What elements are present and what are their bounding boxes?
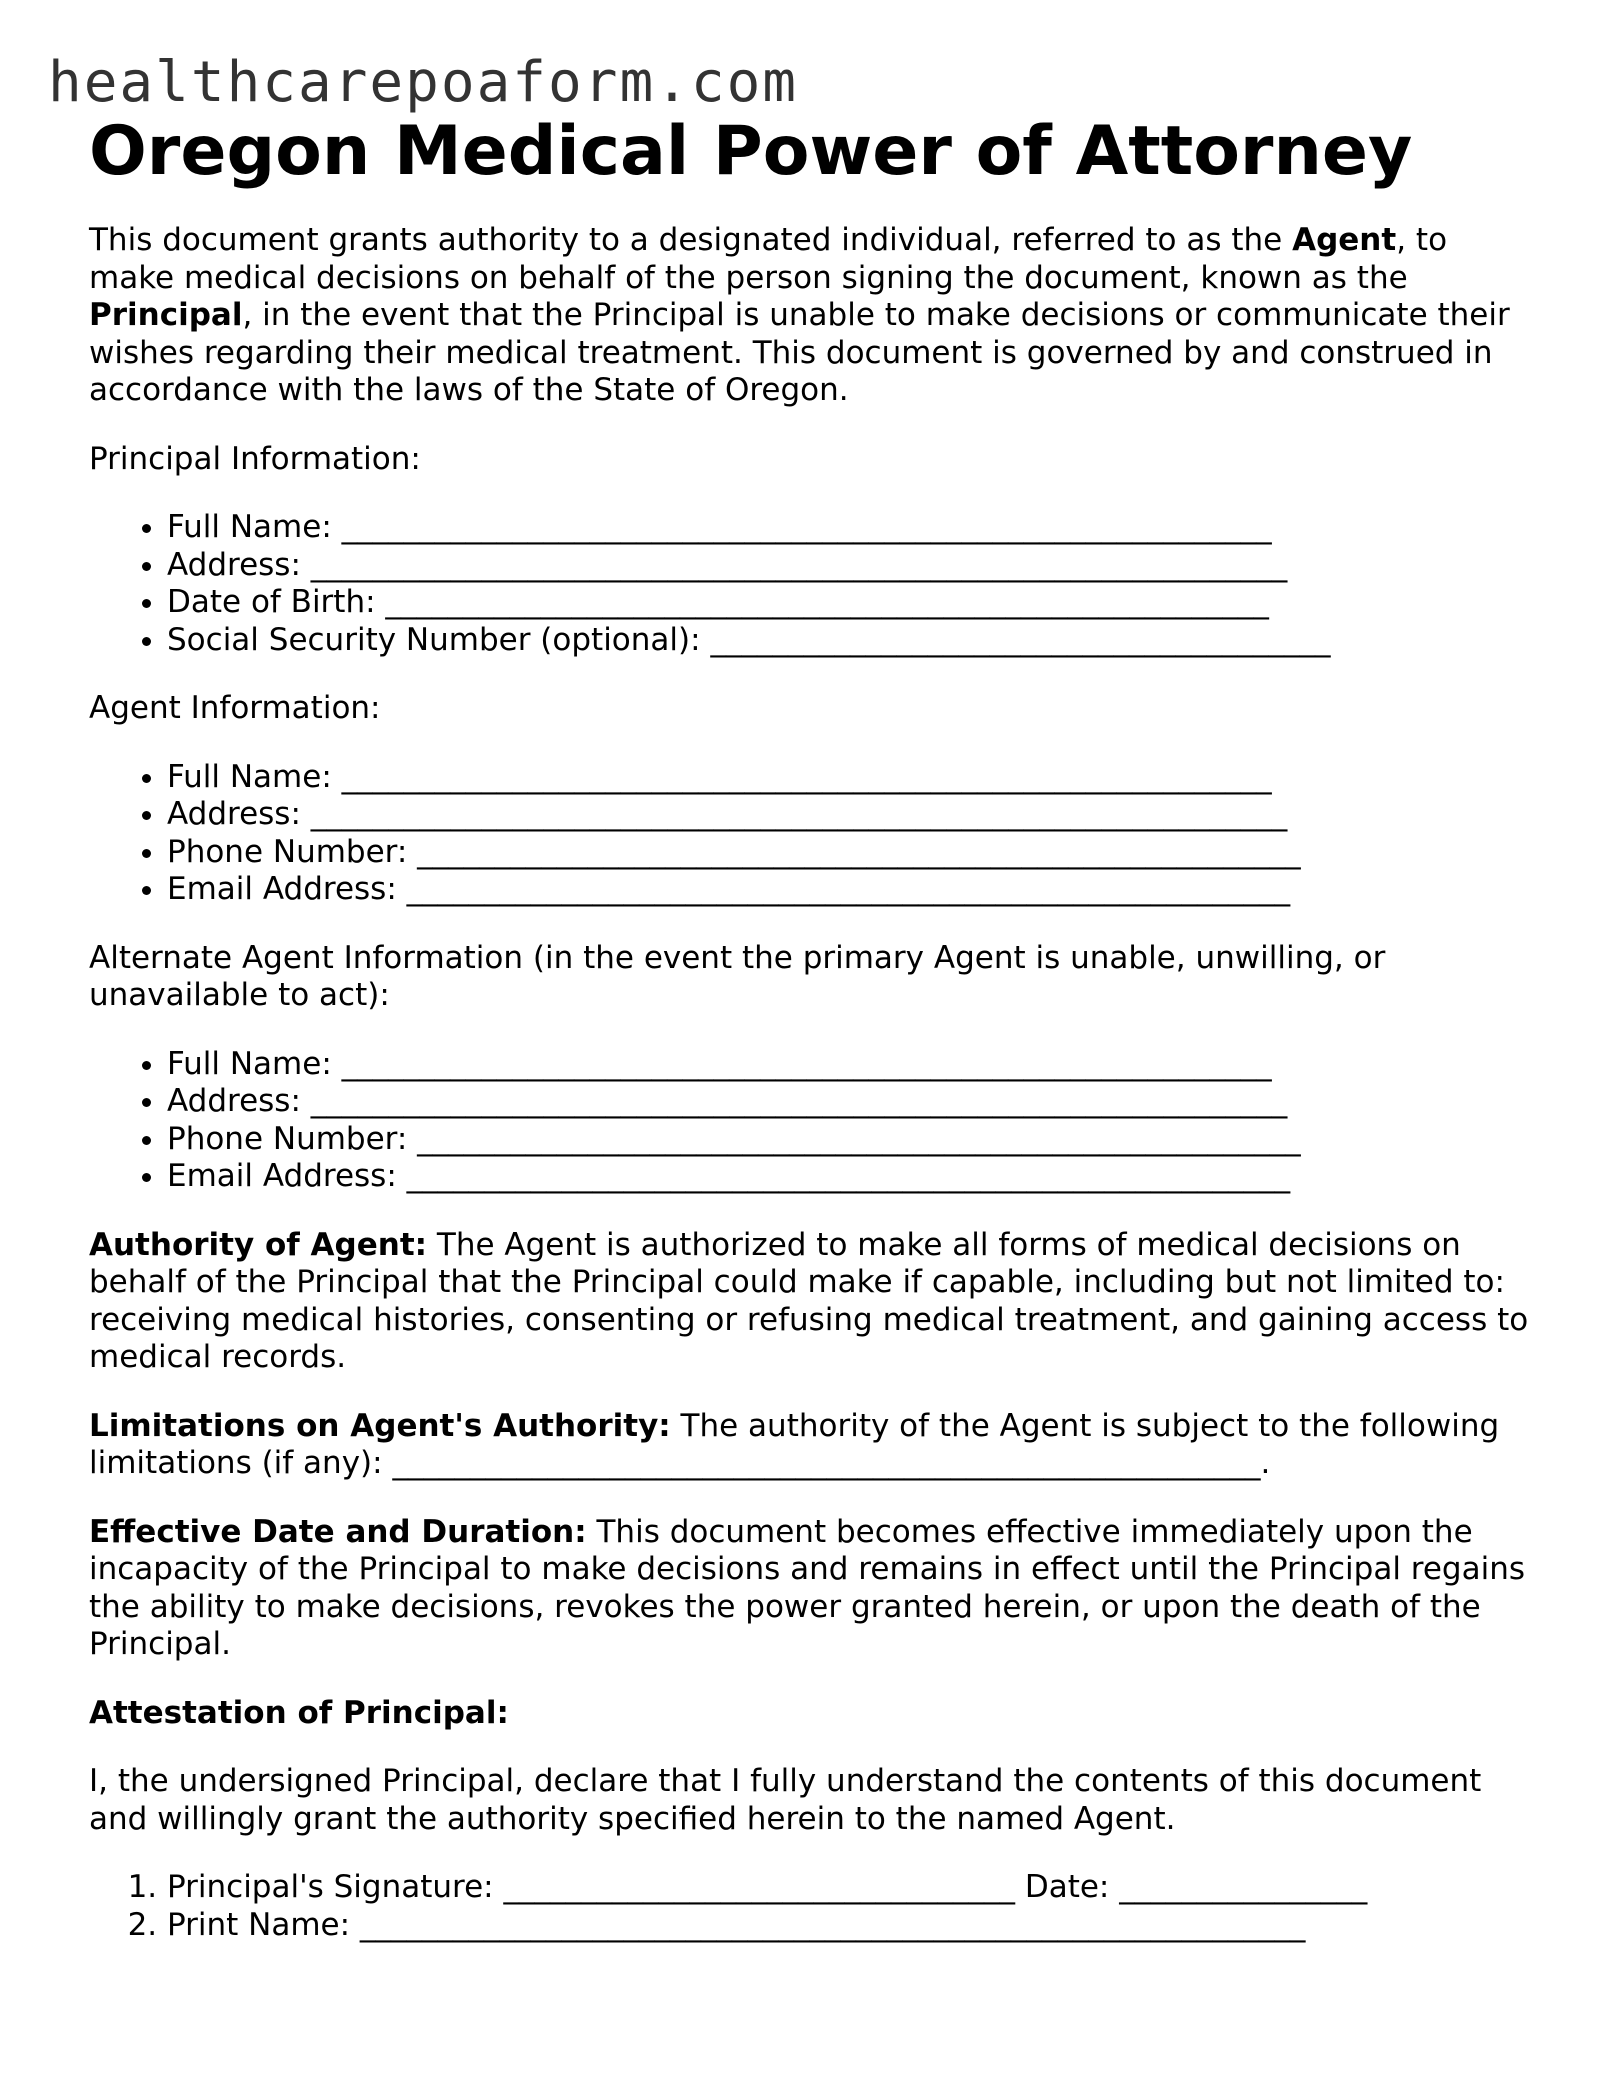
field-blank[interactable]: _________________________________________________________ — [417, 1120, 1301, 1157]
limitations-text: The authority of the Agent is subject to the following limitations (if any): — [89, 1407, 1500, 1481]
field-label: Address: — [167, 796, 311, 832]
agent-email-field[interactable] — [167, 871, 1529, 909]
agent-fields — [89, 759, 1529, 909]
limitations-heading: Limitations on Agent's Authority: — [89, 1407, 671, 1444]
field-label: Address: — [167, 546, 311, 583]
principal-address-field[interactable] — [167, 547, 1529, 585]
field-blank[interactable]: ________________________________________ — [710, 621, 1331, 658]
intro-paragraph — [89, 222, 1529, 410]
field-blank[interactable]: _________________________________________________________ — [406, 871, 1291, 907]
principal-dob-field[interactable] — [167, 584, 1529, 622]
field-label: Full Name: — [167, 509, 342, 545]
agent-term: Agent — [1292, 222, 1397, 258]
field-label: Email Address: — [167, 871, 407, 907]
print-name-label: Print Name: — [167, 1906, 360, 1943]
effective-heading: Effective Date and Duration: — [89, 1513, 587, 1550]
field-blank[interactable]: _______________________________________________________________ — [310, 796, 1288, 832]
principal-ssn-field[interactable] — [167, 622, 1529, 660]
intro-text-1: This document grants authority to a designated individual, referred to as the — [89, 222, 1293, 258]
field-blank[interactable]: ____________________________________________________________ — [341, 509, 1272, 545]
alternate-full-name-field[interactable] — [167, 1046, 1529, 1084]
print-name-blank[interactable]: _____________________________________________________________ — [359, 1906, 1306, 1943]
agent-address-field[interactable] — [167, 796, 1529, 834]
field-label: Full Name: — [167, 758, 342, 795]
signature-blank[interactable]: _________________________________ — [503, 1869, 1015, 1905]
field-blank[interactable]: _______________________________________________________________ — [310, 546, 1288, 583]
alternate-email-field[interactable] — [167, 1158, 1529, 1196]
agent-phone-field[interactable] — [167, 834, 1529, 872]
field-blank[interactable]: ____________________________________________________________ — [341, 1045, 1272, 1082]
field-label: Address: — [167, 1083, 311, 1119]
principal-term: Principal — [89, 297, 243, 333]
signature-line[interactable] — [167, 1869, 1529, 1907]
field-blank[interactable]: ____________________________________________________________ — [341, 758, 1272, 795]
attestation-text: I, the undersigned Principal, declare that I fully understand the contents of this document and willingly grant the authority specified herein to the named Agent. — [89, 1763, 1482, 1837]
field-label: Full Name: — [167, 1045, 342, 1082]
field-label: Date of Birth: — [167, 584, 386, 620]
date-blank[interactable]: ________________ — [1119, 1869, 1368, 1905]
principal-section-label: Principal Information: — [89, 440, 421, 477]
page-title: Oregon Medical Power of Attorney — [89, 112, 1413, 191]
attestation-heading-text: Attestation of Principal: — [89, 1694, 509, 1731]
signature-label: Principal's Signature: — [167, 1869, 504, 1905]
field-blank[interactable]: _________________________________________________________ — [417, 833, 1301, 870]
field-blank[interactable]: _________________________________________________________ — [406, 1158, 1291, 1194]
intro-text-3: , in the event that the Principal is unable to make decisions or communicate their wishes regarding their medical treatment. This document is governed by and construed in accordance with the laws of the State of Oregon. — [89, 297, 1510, 408]
principal-fields — [89, 509, 1529, 659]
attestation-heading — [89, 1695, 1529, 1733]
site-watermark: healthcarepoaform.com — [48, 50, 799, 115]
print-name-line[interactable] — [167, 1907, 1529, 1945]
effective-text: This document becomes effective immediately upon the incapacity of the Principal to make decisions and remains in effect until the Principal regains the ability to make decisions, revokes the power granted herein, or upon the death of the Principal. — [89, 1513, 1526, 1662]
alternate-phone-field[interactable] — [167, 1121, 1529, 1159]
date-label: Date: — [1014, 1869, 1120, 1905]
agent-full-name-field[interactable] — [167, 759, 1529, 797]
attestation-signature-list — [89, 1869, 1529, 1944]
alternate-address-field[interactable] — [167, 1083, 1529, 1121]
alternate-agent-fields — [89, 1046, 1529, 1196]
field-label: Social Security Number (optional): — [167, 621, 711, 658]
intro-text-2: , to make medical decisions on behalf of the person signing the document, known as the — [89, 222, 1448, 296]
field-label: Phone Number: — [167, 1120, 418, 1157]
agent-section-label: Agent Information: — [89, 690, 381, 726]
limitations-blank[interactable]: ________________________________________________________. — [392, 1445, 1271, 1481]
principal-full-name-field[interactable] — [167, 509, 1529, 547]
limitations-paragraph — [89, 1408, 1529, 1483]
authority-text: The Agent is authorized to make all forms of medical decisions on behalf of the Principal that the Principal could make if capable, including but not limited to: receiving medical histories, consenting or refusing medical treatment, and gaining access to medical records. — [89, 1226, 1529, 1375]
authority-heading: Authority of Agent: — [89, 1226, 428, 1263]
authority-paragraph — [89, 1227, 1529, 1377]
effective-paragraph — [89, 1514, 1529, 1664]
field-blank[interactable]: _________________________________________________________ — [385, 584, 1269, 620]
field-label: Phone Number: — [167, 833, 418, 870]
alternate-agent-section-label: Alternate Agent Information (in the event the primary Agent is unable, unwilling, or unavailable to act): — [89, 939, 1386, 1013]
document-page — [89, 112, 1529, 1944]
field-blank[interactable]: _______________________________________________________________ — [310, 1083, 1288, 1119]
field-label: Email Address: — [167, 1158, 407, 1194]
